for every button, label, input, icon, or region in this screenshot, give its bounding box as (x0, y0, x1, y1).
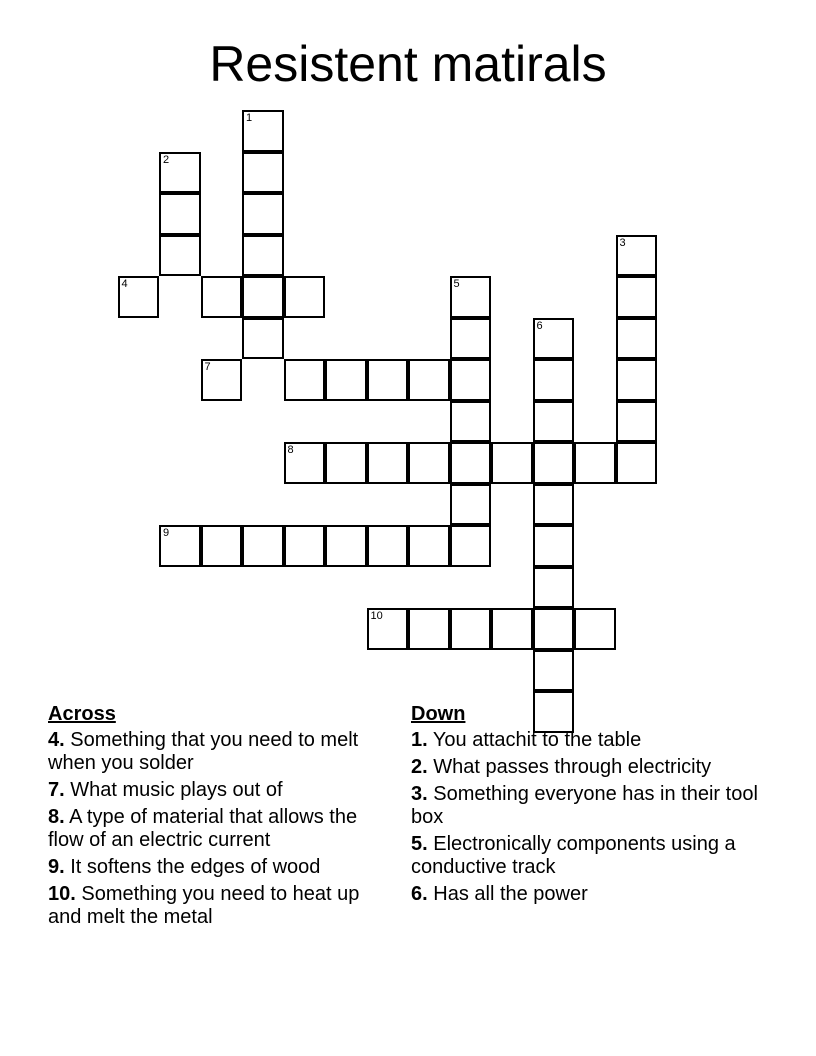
cell-number: 5 (453, 278, 460, 290)
cell-number: 3 (619, 236, 626, 249)
cell-number: 7 (204, 361, 211, 373)
grid-cell[interactable] (533, 567, 575, 609)
grid-cell[interactable] (242, 110, 284, 152)
down-clue-3 (411, 783, 771, 829)
down-clue-1 (411, 729, 771, 752)
clue-text: What passes through electricity (433, 756, 712, 778)
clue-text: Has all the power (433, 883, 588, 905)
grid-cell[interactable] (325, 359, 367, 401)
grid-cell[interactable] (242, 193, 284, 235)
grid-cell[interactable] (242, 235, 284, 277)
clue-text: Something that you need to melt when you solder (48, 729, 359, 774)
grid-cell[interactable] (408, 442, 450, 484)
grid-cell[interactable] (367, 442, 409, 484)
grid-cell[interactable] (533, 608, 575, 650)
across-clue-10 (48, 883, 398, 929)
clue-number: 4. (48, 729, 65, 751)
down-clue-5 (411, 833, 771, 879)
grid-cell[interactable] (242, 525, 284, 567)
grid-cell[interactable] (242, 318, 284, 360)
grid-cell[interactable] (616, 276, 658, 318)
grid-cell[interactable] (533, 525, 575, 567)
grid-cell[interactable] (616, 359, 658, 401)
grid-cell[interactable] (159, 525, 201, 567)
grid-cell[interactable] (533, 401, 575, 443)
grid-cell[interactable] (367, 608, 409, 650)
grid-cell[interactable] (284, 525, 326, 567)
cell-number: 8 (287, 444, 294, 456)
grid-cell[interactable] (201, 359, 243, 401)
across-clue-8 (48, 806, 398, 852)
clue-number: 6. (411, 883, 428, 905)
cell-number: 1 (246, 112, 253, 124)
grid-cell[interactable] (367, 525, 409, 567)
clue-number: 2. (411, 756, 428, 778)
grid-cell[interactable] (616, 401, 658, 443)
grid-cell[interactable] (450, 359, 492, 401)
down-clue-2 (411, 756, 771, 779)
cell-number: 2 (163, 153, 170, 166)
grid-cell[interactable] (367, 359, 409, 401)
across-clue-7 (48, 779, 398, 802)
grid-cell[interactable] (159, 235, 201, 277)
grid-cell[interactable] (159, 193, 201, 235)
grid-cell[interactable] (491, 442, 533, 484)
grid-cell[interactable] (159, 152, 201, 194)
grid-cell[interactable] (574, 608, 616, 650)
cell-number: 9 (163, 527, 170, 539)
clue-number: 8. (48, 806, 65, 828)
clue-number: 7. (48, 779, 65, 801)
grid-cell[interactable] (201, 276, 243, 318)
grid-cell[interactable] (450, 401, 492, 443)
cell-number: 4 (121, 278, 128, 290)
grid-cell[interactable] (616, 318, 658, 360)
grid-cell[interactable] (533, 650, 575, 692)
grid-cell[interactable] (574, 442, 616, 484)
grid-cell[interactable] (242, 276, 284, 318)
grid-cell[interactable] (408, 359, 450, 401)
grid-cell[interactable] (325, 442, 367, 484)
grid-cell[interactable] (450, 608, 492, 650)
grid-cell[interactable] (242, 152, 284, 194)
grid-cell[interactable] (450, 442, 492, 484)
grid-cell[interactable] (284, 276, 326, 318)
across-clue-4 (48, 729, 398, 775)
cell-number: 6 (536, 319, 543, 332)
grid-cell[interactable] (616, 235, 658, 277)
grid-cell[interactable] (533, 442, 575, 484)
down-heading: Down (411, 703, 466, 725)
clue-text: Something you need to heat up and melt the metal (48, 883, 360, 928)
down-clue-6 (411, 883, 771, 906)
grid-cell[interactable] (491, 608, 533, 650)
clue-number: 9. (48, 856, 65, 878)
down-clues (411, 703, 771, 910)
grid-cell[interactable] (408, 525, 450, 567)
grid-cell[interactable] (533, 359, 575, 401)
grid-cell[interactable] (201, 525, 243, 567)
cell-number: 10 (370, 610, 383, 622)
clue-number: 10. (48, 883, 76, 905)
clue-text: It softens the edges of wood (70, 856, 321, 878)
grid-cell[interactable] (450, 318, 492, 360)
grid-cell[interactable] (533, 484, 575, 526)
clue-number: 3. (411, 783, 428, 805)
grid-cell[interactable] (450, 525, 492, 567)
clue-text: What music plays out of (70, 779, 283, 801)
grid-cell[interactable] (118, 276, 160, 318)
grid-cell[interactable] (450, 276, 492, 318)
puzzle-title: Resistent matirals (209, 36, 607, 92)
grid-cell[interactable] (284, 359, 326, 401)
clue-text: Something everyone has in their tool box (411, 783, 758, 828)
grid-cell[interactable] (325, 525, 367, 567)
across-clues (48, 703, 398, 933)
grid-cell[interactable] (533, 318, 575, 360)
clue-number: 1. (411, 729, 428, 751)
across-heading: Across (48, 703, 116, 725)
clue-number: 5. (411, 833, 428, 855)
grid-cell[interactable] (408, 608, 450, 650)
grid-cell[interactable] (284, 442, 326, 484)
clue-text: Electronically components using a conductive track (411, 833, 736, 878)
grid-cell[interactable] (616, 442, 658, 484)
clue-text: You attachit to the table (432, 729, 642, 751)
grid-cell[interactable] (450, 484, 492, 526)
clue-text: A type of material that allows the flow of an electric current (48, 806, 358, 851)
across-clue-9 (48, 856, 398, 879)
